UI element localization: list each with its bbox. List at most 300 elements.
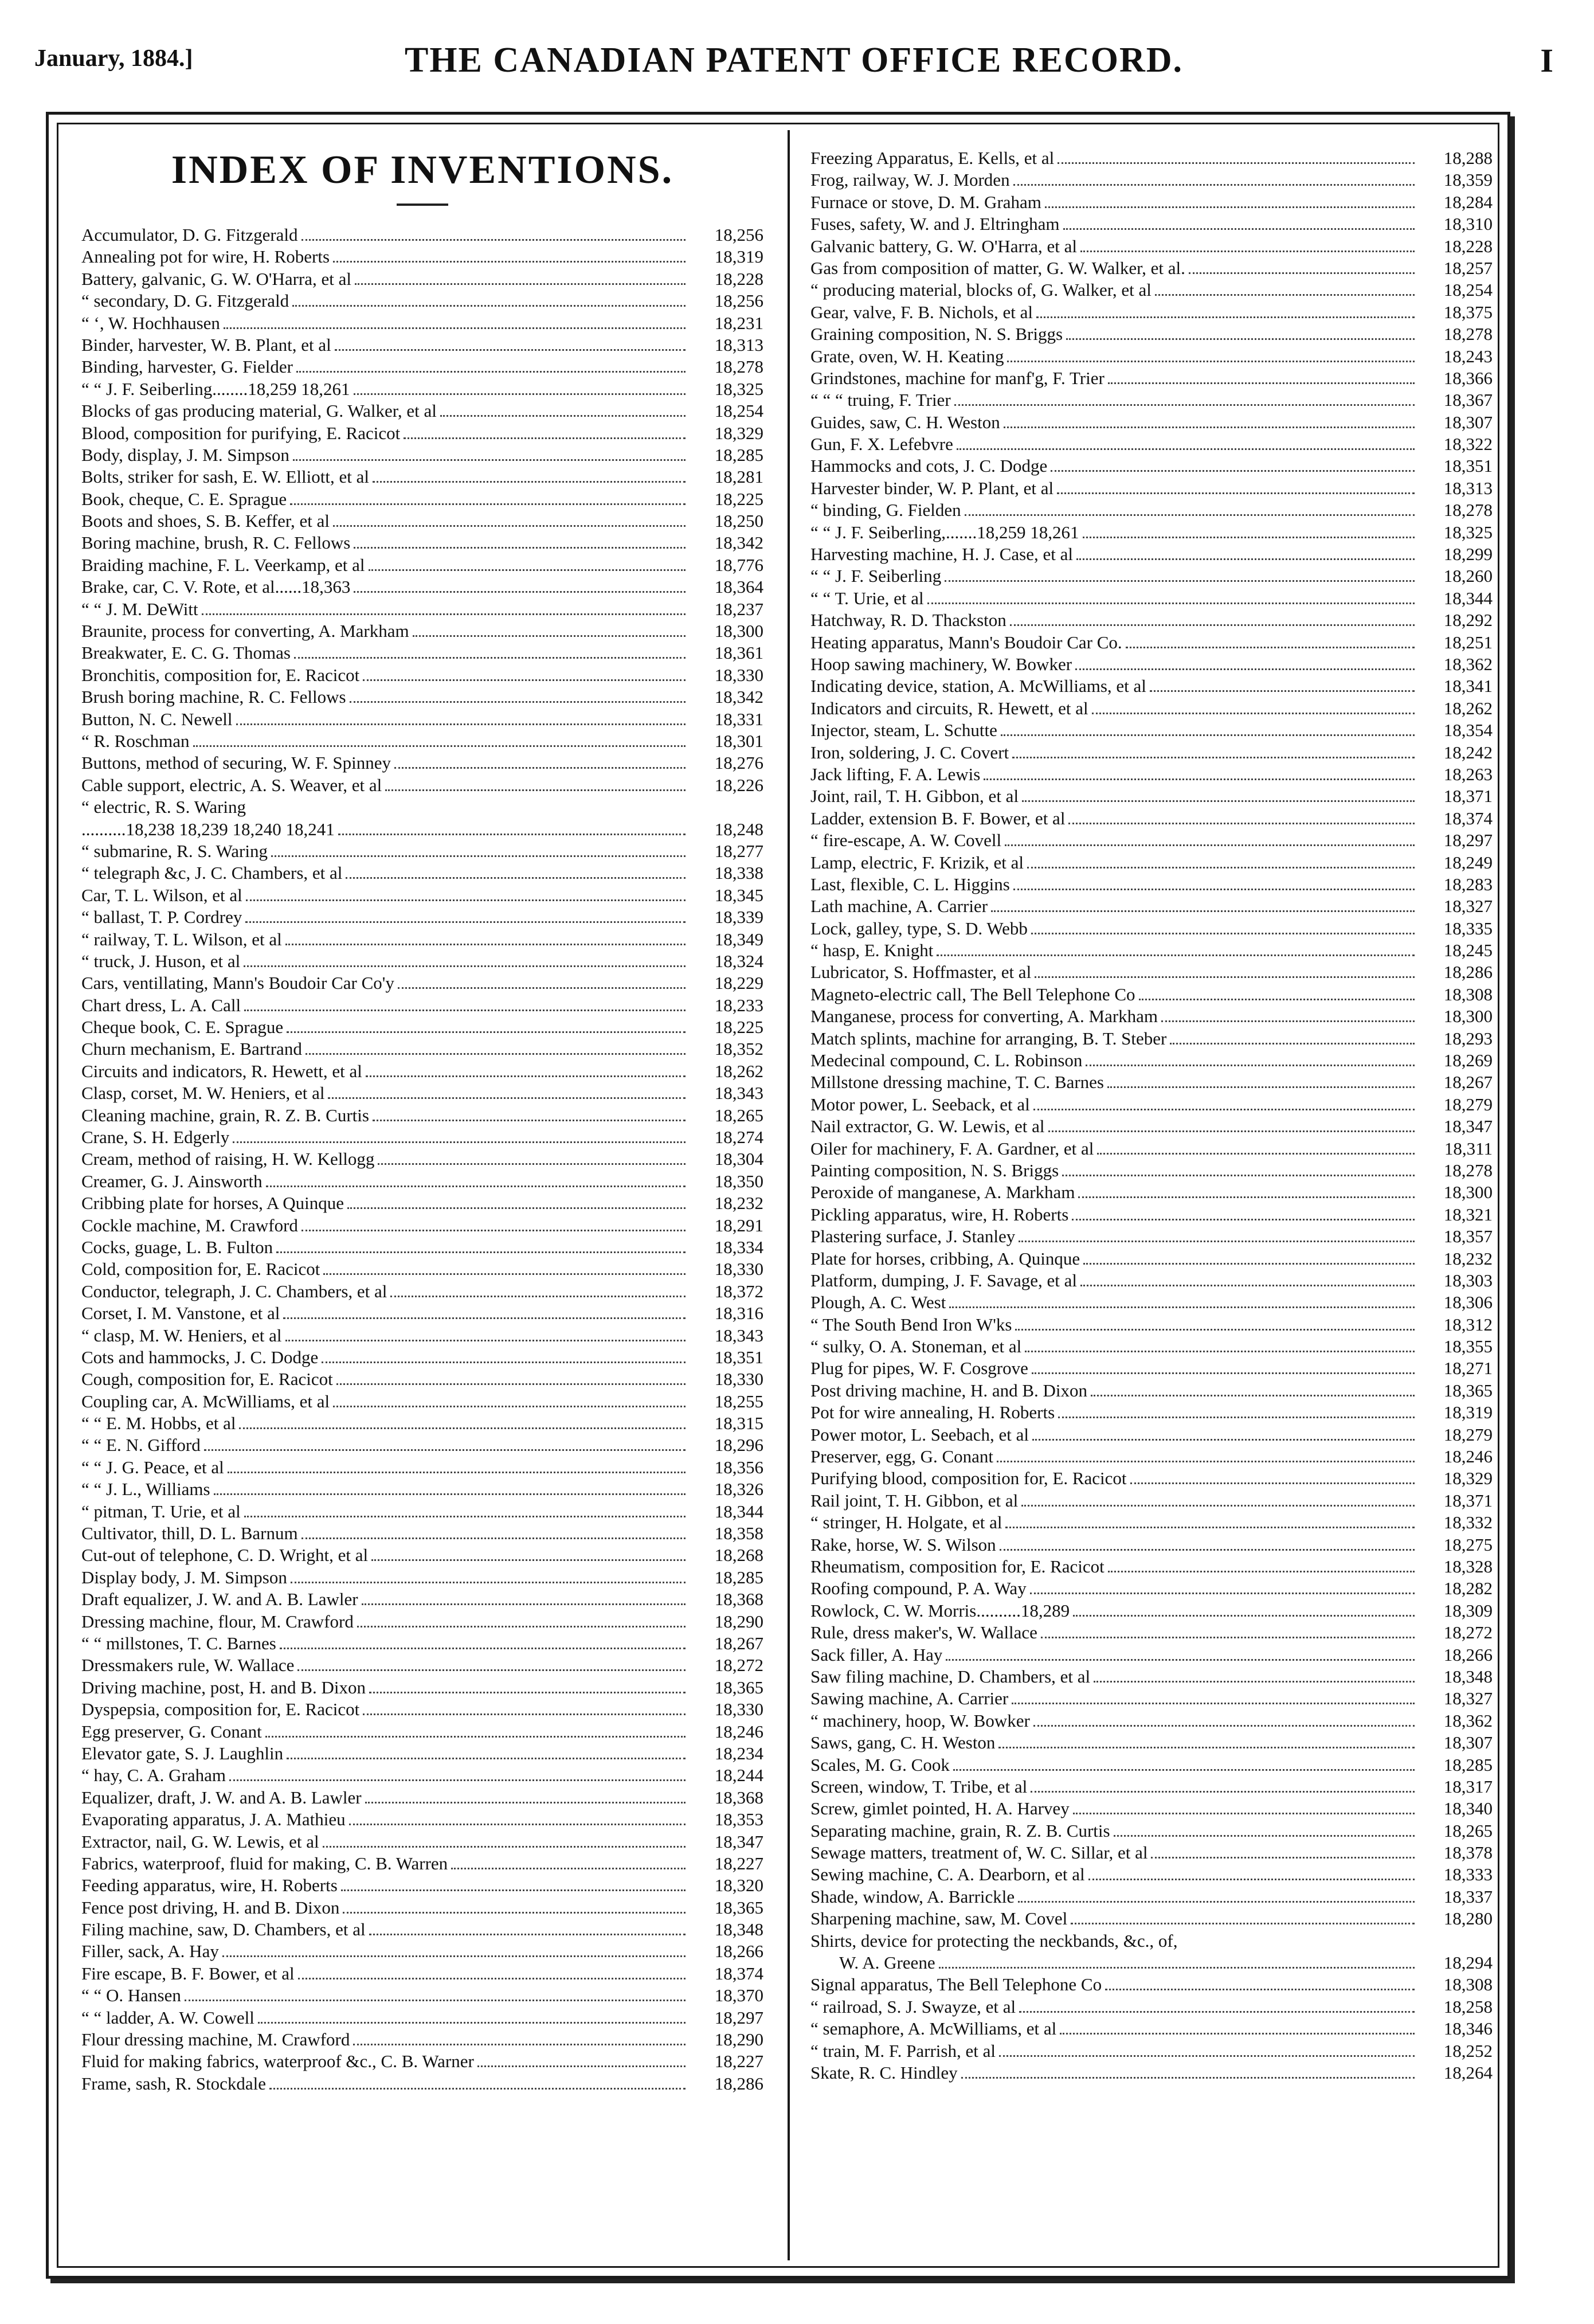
leader-dots — [1031, 1776, 1415, 1793]
index-entry — [810, 984, 1493, 1005]
index-entry — [810, 609, 1493, 631]
leader-dots — [1072, 1204, 1415, 1220]
index-entry — [810, 2062, 1493, 2084]
index-entry — [81, 1875, 763, 1896]
entry-text: Heating apparatus, Mann's Boudoir Car Co. — [810, 632, 1122, 652]
entry-text: Screen, window, T. Tribe, et al — [810, 1776, 1028, 1797]
leader-dots — [354, 576, 686, 593]
entry-text: Purifying blood, composition for, E. Racicot — [810, 1468, 1127, 1489]
patent-number: 18,249 — [1443, 852, 1493, 873]
left-column — [81, 147, 763, 2095]
patent-number: 18,307 — [1443, 412, 1493, 432]
leader-dots — [244, 950, 686, 967]
entry-text: Button, N. C. Newell — [81, 709, 233, 729]
entry-text: Gun, F. X. Lefebvre — [810, 434, 953, 455]
patent-number: 18,313 — [714, 334, 763, 355]
patent-number: 18,339 — [714, 907, 763, 928]
index-entry — [810, 1512, 1493, 1533]
entry-text: Indicators and circuits, R. Hewett, et al — [810, 698, 1088, 718]
entry-text: “ producing material, blocks of, G. Walker, et al — [810, 280, 1152, 300]
entry-text: Plough, A. C. West — [810, 1292, 946, 1313]
entry-text: Plug for pipes, W. F. Cosgrove — [810, 1358, 1028, 1379]
patent-number: 18,279 — [1443, 1094, 1493, 1114]
leader-dots — [328, 1082, 686, 1099]
entry-text: Cars, ventillating, Mann's Boudoir Car Co'y — [81, 973, 394, 993]
patent-number: 18,279 — [1443, 1424, 1493, 1445]
patent-number: 18,338 — [714, 863, 763, 883]
patent-number: 18,225 — [714, 488, 763, 509]
index-entry — [81, 1654, 763, 1676]
leader-dots — [1083, 522, 1415, 538]
index-entry — [81, 1611, 763, 1633]
entry-text: Annealing pot for wire, H. Roberts — [81, 247, 330, 267]
patent-number: 18,232 — [1443, 1248, 1493, 1269]
leader-dots — [294, 642, 686, 659]
patent-number: 18,297 — [714, 2007, 763, 2028]
leader-dots — [477, 2051, 686, 2067]
index-entry — [810, 588, 1493, 609]
patent-number: 18,246 — [714, 1721, 763, 1742]
index-entry — [81, 246, 763, 268]
index-entry — [810, 213, 1493, 235]
index-entry — [81, 1016, 763, 1038]
index-entry — [81, 1809, 763, 1830]
leader-dots — [293, 444, 686, 461]
leader-dots — [291, 1567, 686, 1583]
index-entry — [810, 1181, 1493, 1203]
leader-dots — [991, 895, 1415, 912]
patent-number: 18,232 — [714, 1193, 763, 1214]
index-entry — [810, 1314, 1493, 1336]
patent-number: 18,266 — [714, 1941, 763, 1962]
index-title: INDEX OF INVENTIONS. — [171, 148, 674, 192]
entry-text: Match splints, machine for arranging, B. T. Steber — [810, 1028, 1167, 1048]
patent-number: 18,375 — [1443, 302, 1493, 322]
patent-number: 18,353 — [714, 1809, 763, 1830]
leader-dots — [1062, 1160, 1415, 1176]
leader-dots — [333, 510, 686, 527]
index-entry — [81, 598, 763, 620]
entry-text: Accumulator, D. G. Fitzgerald — [81, 225, 298, 245]
patent-number: 18,359 — [1443, 170, 1493, 190]
leader-dots — [333, 1391, 686, 1407]
patent-number: 18,324 — [714, 950, 763, 971]
entry-text: Rake, horse, W. S. Wilson — [810, 1534, 996, 1555]
leader-dots — [1068, 808, 1415, 824]
entry-text: Injector, steam, L. Schutte — [810, 720, 997, 741]
right-column — [810, 147, 1493, 2084]
patent-number: 18,297 — [1443, 830, 1493, 851]
leader-dots — [440, 400, 686, 417]
entry-text: Platform, dumping, J. F. Savage, et al — [810, 1270, 1078, 1290]
leader-dots — [1130, 1468, 1415, 1484]
leader-dots — [228, 1457, 686, 1473]
entry-text: Corset, I. M. Vanstone, et al — [81, 1303, 280, 1324]
patent-number: 18,275 — [1443, 1534, 1493, 1555]
index-entry — [810, 1710, 1493, 1732]
patent-number: 18,278 — [1443, 500, 1493, 521]
leader-dots — [1108, 1556, 1415, 1572]
leader-dots — [265, 1721, 686, 1738]
entry-text: W. A. Greene — [839, 1953, 935, 1973]
patent-number: 18,290 — [714, 2029, 763, 2050]
index-entry — [81, 1940, 763, 1962]
index-entry — [81, 1677, 763, 1699]
entry-text: Brake, car, C. V. Rote, et al......18,363 — [81, 577, 351, 597]
index-entry — [81, 422, 763, 444]
leader-dots — [346, 862, 686, 879]
index-entry — [81, 1215, 763, 1237]
patent-number: 18,365 — [1443, 1380, 1493, 1400]
leader-dots — [937, 940, 1415, 956]
patent-number: 18,320 — [714, 1875, 763, 1896]
entry-text: “ “ T. Urie, et al — [810, 588, 924, 608]
index-entry — [81, 444, 763, 466]
entry-text: Roofing compound, P. A. Way — [810, 1578, 1027, 1599]
entry-text: Shirts, device for protecting the neckbands, &c., of, — [810, 1930, 1178, 1951]
index-entry — [810, 1204, 1493, 1226]
leader-dots — [285, 1325, 686, 1341]
leader-dots — [1019, 1226, 1415, 1242]
entry-text: Rowlock, C. W. Morris..........18,289 — [810, 1600, 1070, 1621]
patent-number: 18,282 — [1443, 1578, 1493, 1599]
patent-number: 18,308 — [1443, 1974, 1493, 1995]
entry-text: Screw, gimlet pointed, H. A. Harvey — [810, 1798, 1070, 1819]
index-entry — [81, 2051, 763, 2072]
leader-dots — [363, 664, 686, 681]
index-entry — [810, 632, 1493, 654]
patent-number: 18,344 — [714, 1501, 763, 1521]
entry-text: Fabrics, waterproof, fluid for making, C. B. Warren — [81, 1853, 448, 1873]
entry-text: Cold, composition for, E. Racicot — [81, 1259, 320, 1280]
patent-number: 18,334 — [714, 1237, 763, 1257]
patent-number: 18,285 — [714, 1567, 763, 1587]
leader-dots — [1088, 1864, 1415, 1880]
entry-text: “ “ J. M. DeWitt — [81, 598, 198, 619]
entry-text: “ “ E. M. Hobbs, et al — [81, 1413, 236, 1434]
leader-dots — [1057, 478, 1415, 494]
index-entry — [81, 1347, 763, 1368]
patent-number: 18,266 — [1443, 1644, 1493, 1665]
index-entry — [810, 302, 1493, 323]
leader-dots — [222, 1940, 686, 1957]
patent-number: 18,374 — [1443, 808, 1493, 828]
patent-number: 18,265 — [1443, 1820, 1493, 1841]
leader-dots — [1015, 1314, 1415, 1331]
index-entry — [81, 620, 763, 642]
patent-number: 18,244 — [714, 1765, 763, 1786]
leader-dots — [1060, 2018, 1415, 2035]
patent-number: 18,285 — [714, 444, 763, 465]
entry-text: “ “ E. N. Gifford — [81, 1435, 201, 1456]
index-entry — [81, 1478, 763, 1500]
index-entry — [81, 796, 763, 818]
index-entry — [810, 565, 1493, 587]
patent-number: 18,328 — [1443, 1556, 1493, 1576]
entry-text: Cockle machine, M. Crawford — [81, 1215, 298, 1235]
index-entry — [810, 1908, 1493, 1930]
leader-dots — [1000, 1534, 1415, 1551]
index-entry — [81, 774, 763, 796]
index-entry — [81, 1302, 763, 1324]
patent-number: 18,331 — [714, 709, 763, 729]
title-rule — [397, 204, 448, 206]
entry-text: “ “ O. Hansen — [81, 1985, 181, 2006]
patent-number: 18,296 — [714, 1435, 763, 1456]
patent-number: 18,227 — [714, 1853, 763, 1873]
leader-dots — [1092, 698, 1415, 714]
patent-number: 18,333 — [1443, 1864, 1493, 1885]
leader-dots — [1051, 455, 1415, 472]
leader-dots — [266, 1171, 686, 1187]
entry-text: Boots and shoes, S. B. Keffer, et al — [81, 511, 330, 531]
index-entry — [810, 367, 1493, 389]
entry-text: Power motor, L. Seebach, et al — [810, 1424, 1029, 1445]
leader-dots — [244, 995, 686, 1011]
index-entry — [810, 2040, 1493, 2062]
frame-inner-border — [57, 123, 1499, 2268]
index-entry — [810, 1357, 1493, 1379]
leader-dots — [233, 1126, 686, 1143]
index-entry — [81, 1721, 763, 1743]
index-entry — [810, 522, 1493, 543]
leader-dots — [1189, 257, 1415, 274]
index-entry — [810, 1974, 1493, 1996]
entry-text: Egg preserver, G. Conant — [81, 1721, 262, 1742]
leader-dots — [1013, 874, 1415, 890]
leader-dots — [343, 1897, 686, 1914]
index-entry — [81, 1061, 763, 1082]
patent-number: 18,348 — [1443, 1666, 1493, 1687]
entry-text: “ sulky, O. A. Stoneman, et al — [810, 1336, 1022, 1357]
entry-text: Saws, gang, C. H. Weston — [810, 1732, 996, 1753]
entry-text: Indicating device, station, A. McWilliams, et al — [810, 676, 1146, 697]
index-entry — [81, 709, 763, 730]
index-entry — [810, 698, 1493, 719]
patent-number: 18,291 — [714, 1215, 763, 1235]
entry-text: Brush boring machine, R. C. Fellows — [81, 687, 346, 707]
patent-number: 18,278 — [714, 357, 763, 377]
entry-text: Fluid for making fabrics, waterproof &c., C. B. Warner — [81, 2051, 474, 2072]
leader-dots — [1107, 1071, 1415, 1088]
leader-dots — [1170, 1028, 1415, 1044]
issue-date: January, 1884.] — [34, 45, 193, 72]
patent-number: 18,335 — [1443, 918, 1493, 938]
index-entry — [810, 1864, 1493, 1885]
patent-number: 18,345 — [714, 885, 763, 905]
index-entry — [81, 1368, 763, 1390]
leader-dots — [1086, 1050, 1415, 1066]
patent-number: 18,246 — [1443, 1446, 1493, 1467]
entry-text: Braunite, process for converting, A. Markham — [81, 621, 409, 641]
patent-number: 18,348 — [714, 1919, 763, 1940]
index-entry — [810, 1820, 1493, 1842]
leader-dots — [323, 1831, 686, 1848]
entry-text: Cable support, electric, A. S. Weaver, et al — [81, 774, 382, 795]
patent-number: 18,374 — [714, 1963, 763, 1983]
index-entry — [81, 2029, 763, 2051]
index-entry — [81, 1853, 763, 1875]
index-entry — [810, 478, 1493, 499]
patent-number: 18,370 — [714, 1985, 763, 2006]
leader-dots — [338, 819, 686, 835]
entry-text: Draft equalizer, J. W. and A. B. Lawler — [81, 1589, 358, 1610]
index-entry — [81, 1919, 763, 1940]
leader-dots — [296, 356, 686, 373]
index-entry — [81, 2073, 763, 2095]
leader-dots — [1073, 1798, 1415, 1814]
entry-text: Boring machine, brush, R. C. Fellows — [81, 533, 351, 553]
leader-dots — [224, 312, 686, 329]
leader-dots — [335, 334, 686, 351]
patent-number: 18,258 — [1443, 1996, 1493, 2017]
patent-number: 18,327 — [1443, 896, 1493, 917]
entry-text: Pot for wire annealing, H. Roberts — [810, 1402, 1055, 1423]
leader-dots — [997, 1446, 1415, 1462]
leader-dots — [369, 1677, 686, 1693]
leader-dots — [202, 598, 686, 615]
leader-dots — [1063, 213, 1415, 230]
leader-dots — [369, 1919, 686, 1935]
patent-number: 18,284 — [1443, 191, 1493, 212]
leader-dots — [1094, 1666, 1415, 1683]
leader-dots — [236, 709, 686, 725]
index-entry — [81, 356, 763, 378]
index-entry — [81, 1764, 763, 1786]
entry-text: Harvesting machine, H. J. Case, et al — [810, 544, 1073, 565]
patent-number: 18,304 — [714, 1149, 763, 1169]
leader-dots — [1033, 1710, 1415, 1727]
left-index-list — [81, 224, 763, 2095]
leader-dots — [1151, 1842, 1415, 1859]
patent-number: 18,330 — [714, 1699, 763, 1720]
patent-number: 18,350 — [714, 1171, 763, 1191]
entry-text: Hoop sawing machinery, W. Bowker — [810, 654, 1072, 674]
entry-text: “ electric, R. S. Waring — [81, 797, 246, 817]
patent-number: 18,364 — [714, 577, 763, 597]
index-entry — [810, 719, 1493, 741]
patent-number: 18,368 — [714, 1787, 763, 1807]
index-entry — [810, 1622, 1493, 1644]
leader-dots — [1105, 1974, 1415, 1990]
leader-dots — [276, 1237, 686, 1253]
entry-text: Sack filler, A. Hay — [810, 1644, 943, 1665]
entry-text: Elevator gate, S. J. Laughlin — [81, 1743, 284, 1763]
patent-number: 18,341 — [1443, 676, 1493, 697]
index-entry — [81, 1633, 763, 1654]
leader-dots — [945, 565, 1415, 582]
entry-text: Cocks, guage, L. B. Fulton — [81, 1237, 273, 1257]
entry-text: Coupling car, A. McWilliams, et al — [81, 1391, 330, 1411]
index-entry — [810, 1996, 1493, 2018]
leader-dots — [285, 929, 686, 945]
index-entry — [81, 1457, 763, 1478]
index-entry — [810, 1644, 1493, 1666]
index-entry — [81, 1787, 763, 1809]
entry-text: Preserver, egg, G. Conant — [810, 1446, 994, 1467]
index-entry — [81, 334, 763, 356]
patent-number: 18,308 — [1443, 984, 1493, 1004]
patent-number: 18,337 — [1443, 1886, 1493, 1907]
leader-dots — [1012, 742, 1415, 758]
patent-number: 18,307 — [1443, 1732, 1493, 1753]
leader-dots — [1004, 412, 1415, 428]
index-entry — [810, 1138, 1493, 1160]
entry-text: Motor power, L. Seeback, et al — [810, 1094, 1030, 1114]
leader-dots — [1073, 1600, 1415, 1617]
leader-dots — [1114, 1820, 1415, 1837]
patent-number: 18,285 — [1443, 1754, 1493, 1775]
leader-dots — [1080, 1270, 1415, 1286]
leader-dots — [1139, 984, 1415, 1000]
index-entry — [810, 1270, 1493, 1292]
entry-text: Frog, railway, W. J. Morden — [810, 170, 1010, 190]
leader-dots — [1033, 1094, 1415, 1110]
entry-text: Breakwater, E. C. G. Thomas — [81, 643, 291, 663]
index-entry — [810, 675, 1493, 697]
entry-text: Sharpening machine, saw, M. Covel — [810, 1908, 1068, 1929]
index-entry — [81, 1148, 763, 1170]
index-entry — [810, 961, 1493, 983]
leader-dots — [323, 1258, 686, 1275]
entry-text: “ “ J. F. Seiberling — [810, 566, 942, 586]
entry-text: Frame, sash, R. Stockdale — [81, 2073, 267, 2094]
patent-number: 18,352 — [714, 1039, 763, 1059]
patent-number: 18,281 — [714, 467, 763, 487]
patent-number: 18,346 — [1443, 2018, 1493, 2039]
index-entry — [810, 1468, 1493, 1489]
patent-number: 18,355 — [1443, 1336, 1493, 1357]
index-entry — [810, 1776, 1493, 1798]
entry-text: Guides, saw, C. H. Weston — [810, 412, 1000, 432]
leader-dots — [365, 1787, 686, 1803]
entry-text: Braiding machine, F. L. Veerkamp, et al — [81, 554, 365, 575]
entry-text: “ “ J. L., Williams — [81, 1479, 210, 1500]
index-entry — [81, 510, 763, 532]
entry-text: Bolts, striker for sash, E. W. Elliott, et al — [81, 467, 369, 487]
leader-dots — [390, 1281, 686, 1297]
index-entry — [810, 1446, 1493, 1468]
patent-number: 18,292 — [1443, 610, 1493, 631]
patent-number: 18,268 — [714, 1545, 763, 1566]
patent-number: 18,272 — [1443, 1622, 1493, 1643]
index-entry — [81, 378, 763, 400]
index-entry — [81, 1413, 763, 1434]
patent-number: 18,227 — [714, 2051, 763, 2072]
entry-text: Rail joint, T. H. Gibbon, et al — [810, 1490, 1019, 1511]
entry-text: Fuses, safety, W. and J. Eltringham — [810, 214, 1060, 234]
index-entry — [810, 1798, 1493, 1820]
patent-number: 18,319 — [714, 247, 763, 267]
leader-dots — [1083, 1248, 1415, 1265]
leader-dots — [1080, 236, 1415, 252]
index-entry — [810, 1050, 1493, 1071]
leader-dots — [214, 1478, 686, 1495]
index-entry — [810, 1380, 1493, 1402]
leader-dots — [1007, 346, 1415, 362]
index-entry — [810, 191, 1493, 213]
leader-dots — [398, 972, 686, 989]
index-entry — [81, 730, 763, 752]
patent-number: 18,312 — [1443, 1314, 1493, 1335]
index-entry — [810, 654, 1493, 675]
leader-dots — [1030, 1578, 1415, 1594]
patent-number: 18,274 — [714, 1127, 763, 1148]
entry-text: Cleaning machine, grain, R. Z. B. Curtis — [81, 1105, 369, 1125]
patent-number: 18,367 — [1443, 390, 1493, 410]
index-entry — [810, 236, 1493, 257]
patent-number: 18,330 — [714, 1259, 763, 1280]
